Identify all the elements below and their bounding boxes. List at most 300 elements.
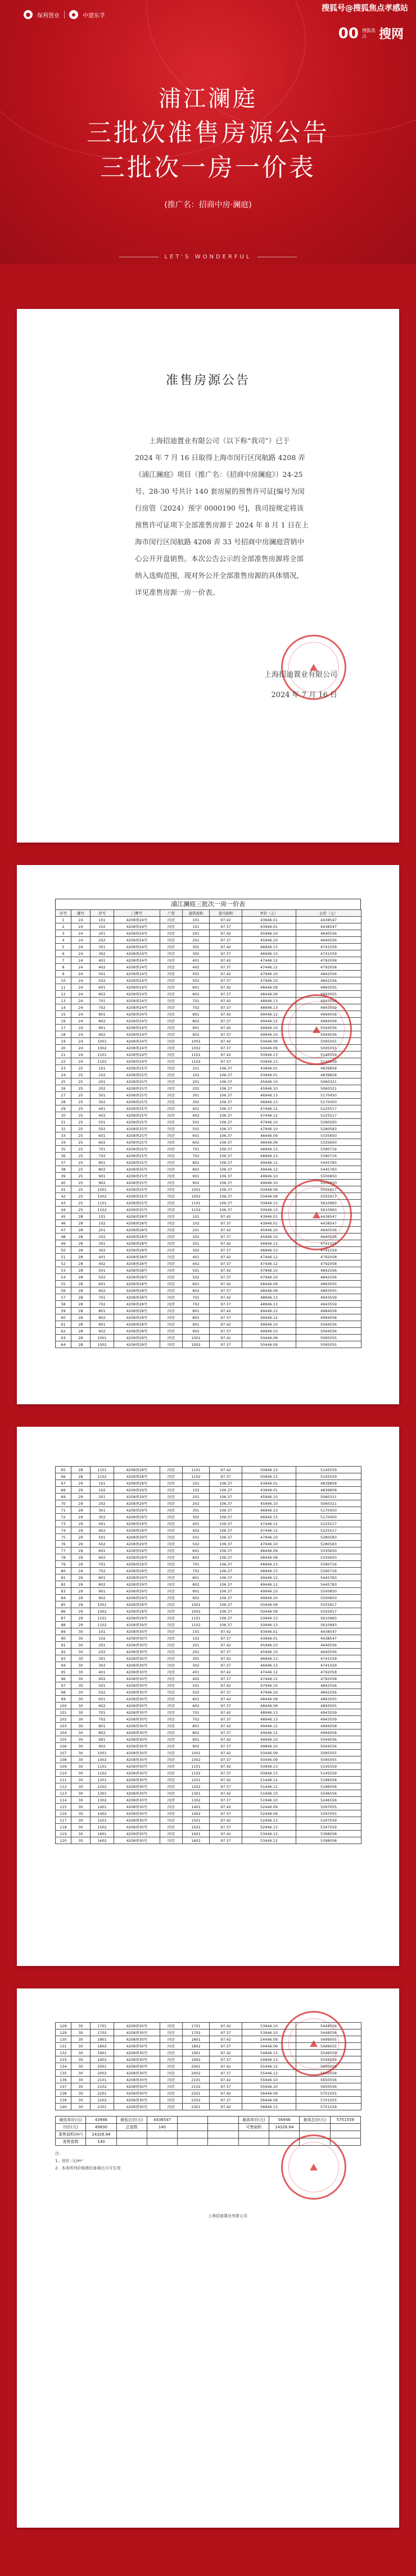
table-cell: 49446.12 <box>242 1166 296 1173</box>
table-cell: 1201 <box>91 1777 114 1783</box>
table-cell: 43946 <box>86 2117 116 2124</box>
table-cell: 48446.09 <box>242 991 296 998</box>
table-cell: 4208弄29号 <box>114 1541 160 1548</box>
table-cell: 四房 <box>160 1790 183 1797</box>
table-cell: 4208弄28号 <box>114 1335 160 1341</box>
table-cell: 37 <box>56 1159 71 1166</box>
table-cell: 802 <box>91 1581 114 1588</box>
table-cell: 30 <box>71 1628 91 1635</box>
table-cell: 30 <box>71 1777 91 1783</box>
table-cell: 24 <box>71 944 91 950</box>
table-cell: 601 <box>183 1281 210 1287</box>
table-cell: 1501 <box>91 1817 114 1824</box>
table-cell: 29 <box>71 1541 91 1548</box>
table-cell: 26 <box>56 1085 71 1092</box>
table-cell: 1002 <box>91 1608 114 1615</box>
table-cell: 402 <box>183 1527 210 1534</box>
table-cell: 四房 <box>160 2090 183 2097</box>
table-cell: 30 <box>71 1831 91 1837</box>
table-cell: 49946.10 <box>242 1173 296 1180</box>
table-cell: 28 <box>71 1267 91 1274</box>
table-footer-signature: 上海招迪置业有限公司 <box>208 2214 247 2218</box>
table-cell: 5500850 <box>296 1180 361 1186</box>
table-cell: 四房 <box>160 2056 183 2063</box>
table-cell: 48946.13 <box>242 1716 296 1723</box>
table-cell: 四房 <box>160 1588 183 1595</box>
table-cell: 801 <box>91 1011 114 1018</box>
table-cell: 29 <box>71 1507 91 1514</box>
table-cell: 30 <box>71 1817 91 1824</box>
table-cell: 1101 <box>91 1615 114 1622</box>
table-cell: 四房 <box>160 1635 183 1642</box>
table-cell: 4208弄25号 <box>114 1153 160 1159</box>
table-cell: 49446.12 <box>242 1308 296 1314</box>
table-cell: 49946.10 <box>242 1031 296 1038</box>
table-cell: 45 <box>56 1213 71 1220</box>
brand-sub: 搜狐焦点 <box>361 28 376 39</box>
table-cell: 97.42 <box>210 2036 242 2043</box>
table-cell: 106.37 <box>210 1112 242 1119</box>
table-cell: 4208弄30号 <box>114 2029 160 2036</box>
table-cell: 5347559 <box>296 1824 361 1831</box>
table-cell: 32 <box>56 1126 71 1132</box>
table-cell: 5225517 <box>296 1527 361 1534</box>
table-cell: 四房 <box>160 1574 183 1581</box>
table-cell: 5 <box>56 944 71 950</box>
table-cell: 25 <box>71 1173 91 1180</box>
table-cell: 97.37 <box>210 1703 242 1709</box>
table-row <box>56 1065 361 1072</box>
table-cell: 四房 <box>160 957 183 964</box>
table-cell: 5095055 <box>296 1750 361 1756</box>
table-cell: 29 <box>71 1521 91 1527</box>
table-cell: 25 <box>71 1126 91 1132</box>
table-cell: 50446.09 <box>242 1341 296 1348</box>
announcement-document <box>17 309 399 843</box>
table-cell: 802 <box>91 1314 114 1321</box>
table-cell: 5145559 <box>296 1052 361 1058</box>
table-cell: 97.37 <box>210 1328 242 1335</box>
table-cell: 4208弄28号 <box>114 1220 160 1227</box>
table-cell: 4208弄30号 <box>114 1696 160 1703</box>
table-cell: 83 <box>56 1588 71 1595</box>
table-cell: 4208弄29号 <box>114 1561 160 1568</box>
table-cell: 4208弄25号 <box>114 1146 160 1153</box>
table-cell: 4208弄29号 <box>114 1480 160 1487</box>
table-cell: 5095055 <box>296 1341 361 1348</box>
table-cell: 四房 <box>160 2050 183 2056</box>
table-row <box>56 1166 361 1173</box>
table-cell: 30 <box>71 1682 91 1689</box>
table-cell: 201 <box>183 1642 210 1649</box>
table-cell <box>116 2131 147 2138</box>
table-cell: 5196058 <box>296 1777 361 1783</box>
table-cell: 24 <box>71 1052 91 1058</box>
table-cell: 301 <box>183 1092 210 1099</box>
table-row <box>56 950 361 957</box>
table-cell: 4839858 <box>296 1480 361 1487</box>
table-cell: 30 <box>71 1756 91 1763</box>
table-cell: 56446.09 <box>242 2097 296 2104</box>
table-cell: 48946.13 <box>242 1153 296 1159</box>
table-cell: 56946.13 <box>242 2104 296 2110</box>
table-cell: 四房 <box>160 1487 183 1494</box>
table-cell: 30 <box>71 1750 91 1756</box>
table-cell: 4208弄28号 <box>114 1281 160 1287</box>
brand-logos <box>24 10 105 19</box>
table-cell: 4208弄25号 <box>114 1186 160 1193</box>
table-cell: 1501 <box>183 1817 210 1824</box>
table-cell: 30 <box>71 1723 91 1730</box>
table-cell: 5246556 <box>296 1790 361 1797</box>
table-cell: 51946.10 <box>242 1797 296 1804</box>
table-cell: 102 <box>91 923 114 930</box>
table-cell: 53446.12 <box>242 1831 296 1837</box>
table-cell: 四房 <box>160 2043 183 2050</box>
table-cell: 四房 <box>160 1723 183 1730</box>
table-cell: 52446.09 <box>242 1810 296 1817</box>
table-cell: 四房 <box>160 1220 183 1227</box>
table-cell: 702 <box>91 1301 114 1308</box>
table-cell: 1901 <box>183 2050 210 2056</box>
table-cell <box>208 2124 238 2131</box>
table-cell: 201 <box>91 1078 114 1085</box>
table-row <box>56 1561 361 1568</box>
table-cell: 5448556 <box>296 2029 361 2036</box>
table-cell: 1101 <box>183 1052 210 1058</box>
table-cell: 501 <box>183 1682 210 1689</box>
table-cell: 47446.12 <box>242 1669 296 1676</box>
table-cell: 84 <box>56 1595 71 1601</box>
table-cell: 4208弄30号 <box>114 2043 160 2050</box>
table-cell: 136 <box>56 2077 71 2083</box>
table-cell: 118 <box>56 1824 71 1831</box>
table-cell: 99 <box>56 1696 71 1703</box>
table-cell: 301 <box>91 944 114 950</box>
table-cell: 4839858 <box>296 1072 361 1078</box>
table-cell: 4208弄30号 <box>114 2097 160 2104</box>
table-cell: 4208弄30号 <box>114 2104 160 2110</box>
table-cell: 2102 <box>183 2083 210 2090</box>
table-cell: 四房 <box>160 1527 183 1534</box>
table-cell: 四房 <box>160 1601 183 1608</box>
table-cell: 25 <box>71 1180 91 1186</box>
table-cell: 106.37 <box>210 1588 242 1595</box>
table-cell: 106.37 <box>210 1146 242 1153</box>
table-cell: 47446.12 <box>242 957 296 964</box>
table-cell: 四房 <box>160 2063 183 2070</box>
table-cell: 49946.10 <box>242 1180 296 1186</box>
table-cell: 1101 <box>91 1763 114 1770</box>
table-cell: 97.37 <box>210 1031 242 1038</box>
table-cell: 49946.10 <box>242 1025 296 1031</box>
table-cell: 502 <box>183 1274 210 1281</box>
table-cell: 4208弄30号 <box>114 1824 160 1831</box>
table-cell: 2 <box>56 923 71 930</box>
table-cell: 501 <box>91 971 114 977</box>
table-cell: 80 <box>56 1568 71 1574</box>
table-cell: 25 <box>71 1099 91 1105</box>
table-cell: 402 <box>91 1527 114 1534</box>
table-cell: 四房 <box>160 991 183 998</box>
table-cell: 四房 <box>160 1696 183 1703</box>
table-cell: 5549559 <box>296 2056 361 2063</box>
table-cell: 四房 <box>160 2104 183 2110</box>
table-cell: 47446.12 <box>242 964 296 971</box>
table-row <box>56 1703 361 1709</box>
table-cell: 301 <box>91 1507 114 1514</box>
table-cell: 4208弄29号 <box>114 1581 160 1588</box>
table-cell: 1002 <box>91 1341 114 1348</box>
table-cell: 4792058 <box>296 1254 361 1260</box>
table-cell: 5499055 <box>296 2043 361 2050</box>
table-cell: 201 <box>91 1227 114 1234</box>
table-cell: 4792058 <box>296 957 361 964</box>
table-cell: 5280583 <box>296 1126 361 1132</box>
table-cell: 单价（元） <box>242 910 296 917</box>
table-cell: 1102 <box>183 1622 210 1628</box>
table-cell: 30 <box>71 2077 91 2083</box>
note-line: 1、房价 :元/m² <box>55 2159 83 2163</box>
table-cell: 4893055 <box>296 1703 361 1709</box>
table-cell: 702 <box>183 1153 210 1159</box>
table-cell: 30 <box>71 1743 91 1750</box>
table-cell: 106.37 <box>210 1139 242 1146</box>
table-row <box>56 1548 361 1554</box>
table-cell: 106.37 <box>210 1105 242 1112</box>
table-cell: 四房 <box>160 1548 183 1554</box>
table-cell: 4208弄30号 <box>114 1709 160 1716</box>
table-cell: 97.42 <box>210 1038 242 1045</box>
table-cell: 24 <box>71 1011 91 1018</box>
table-cell: 4208弄25号 <box>114 1119 160 1126</box>
table-cell: 97.42 <box>210 2090 242 2097</box>
table-cell: 52946.13 <box>242 1817 296 1824</box>
table-cell: 48946.13 <box>242 998 296 1004</box>
table-cell: 29 <box>71 1500 91 1507</box>
table-cell: 4208弄25号 <box>114 1085 160 1092</box>
table-row <box>56 1783 361 1790</box>
table-cell: 最高总价(元) <box>300 2117 330 2124</box>
table-cell: 四房 <box>160 1837 183 1844</box>
table-cell: 四房 <box>160 2083 183 2090</box>
table-cell: 25 <box>71 1132 91 1139</box>
table-cell: 402 <box>183 1676 210 1682</box>
table-cell: 54946.13 <box>242 2056 296 2063</box>
table-cell: 50 <box>56 1247 71 1254</box>
table-cell: 50946.13 <box>242 1763 296 1770</box>
table-cell: 四房 <box>160 1649 183 1655</box>
table-cell: 四房 <box>160 984 183 991</box>
table-cell: 4208弄28号 <box>114 1240 160 1247</box>
table-cell: 902 <box>183 1595 210 1601</box>
table-cell: 序号 <box>56 910 71 917</box>
table-cell: 5390716 <box>296 1568 361 1574</box>
table-cell: 4208弄24号 <box>114 937 160 944</box>
table-cell: 701 <box>183 1561 210 1568</box>
table-cell: 97.37 <box>210 1473 242 1480</box>
table-row <box>56 1092 361 1099</box>
table-cell: 97.37 <box>210 1635 242 1642</box>
table-cell: 5335650 <box>296 1139 361 1146</box>
table-cell: 901 <box>183 1173 210 1180</box>
table-cell: 48946.13 <box>242 1709 296 1716</box>
table-cell: 115 <box>56 1804 71 1810</box>
table-cell: 51946.10 <box>242 1790 296 1797</box>
table-cell: 801 <box>91 1159 114 1166</box>
slogan: LET'S WONDERFUL <box>0 254 416 260</box>
table-cell: 51446.12 <box>242 1777 296 1783</box>
table-row <box>56 1487 361 1494</box>
table-cell: 4208弄30号 <box>114 1730 160 1736</box>
table-cell: 四房 <box>160 930 183 937</box>
table-cell: 1302 <box>91 1797 114 1804</box>
table-cell: 97.42 <box>210 1011 242 1018</box>
table-cell: 30 <box>71 1824 91 1831</box>
table-cell: 5445783 <box>296 1574 361 1581</box>
table-row <box>56 1588 361 1595</box>
table-row <box>56 1723 361 1730</box>
table-cell: 102 <box>183 1635 210 1642</box>
table-cell: 92 <box>56 1649 71 1655</box>
table-cell: 4208弄30号 <box>114 1635 160 1642</box>
table-cell: 4208弄24号 <box>114 991 160 998</box>
table-cell: 30 <box>71 2029 91 2036</box>
table-cell: 28 <box>71 1287 91 1294</box>
table-cell: 4208弄29号 <box>114 1507 160 1514</box>
table-row <box>56 2117 361 2124</box>
table-cell: 24 <box>71 1038 91 1045</box>
table-cell: 97.37 <box>210 2029 242 2036</box>
table-cell: 4208弄30号 <box>114 1736 160 1743</box>
table-cell: 48446.09 <box>242 1703 296 1709</box>
table-cell: 97.37 <box>210 1837 242 1844</box>
table-cell: 55446.12 <box>242 2070 296 2077</box>
table-cell: 102 <box>56 1716 71 1723</box>
brand-logo-icon-2: ◆ <box>69 10 78 19</box>
table-cell: 106.37 <box>210 1574 242 1581</box>
table-cell: 47446.12 <box>242 1527 296 1534</box>
table-row <box>56 1467 361 1473</box>
table-row <box>56 1574 361 1581</box>
table-cell: 106.37 <box>210 1514 242 1521</box>
table-cell: 4741559 <box>296 1240 361 1247</box>
table-cell: 106.37 <box>210 1159 242 1166</box>
table-cell: 106.37 <box>210 1601 242 1608</box>
table-cell: 401 <box>91 957 114 964</box>
table-cell: 97.37 <box>210 1770 242 1777</box>
table-cell: 63 <box>56 1335 71 1341</box>
table-cell: 29 <box>71 1595 91 1601</box>
table-cell: 4208弄24号 <box>114 1025 160 1031</box>
table-cell: 502 <box>91 1126 114 1132</box>
table-row <box>56 1797 361 1804</box>
table-cell: 301 <box>183 1507 210 1514</box>
table-cell <box>269 2131 300 2138</box>
table-cell: 1002 <box>91 1193 114 1200</box>
table-cell: 48946.13 <box>242 1561 296 1568</box>
table-cell: 46 <box>56 1220 71 1227</box>
table-cell: 15 <box>56 1011 71 1018</box>
table-cell: 97.42 <box>210 1817 242 1824</box>
table-cell: 100 <box>56 1703 71 1709</box>
table-cell: 5499055 <box>296 2036 361 2043</box>
table-cell: 802 <box>183 1581 210 1588</box>
table-cell: 50446.09 <box>242 1756 296 1763</box>
table-cell: 97.37 <box>210 950 242 957</box>
table-cell: 101 <box>91 917 114 923</box>
table-cell: 106.37 <box>210 1132 242 1139</box>
table-row <box>56 1274 361 1281</box>
table-cell: 97.42 <box>210 1642 242 1649</box>
table-cell: 52446.09 <box>242 1804 296 1810</box>
table-cell: 4208弄25号 <box>114 1200 160 1207</box>
table-cell: 902 <box>183 1180 210 1186</box>
table-cell: 50946.13 <box>242 1052 296 1058</box>
table-cell: 29 <box>71 1514 91 1521</box>
table-cell: 4208弄30号 <box>114 1716 160 1723</box>
table-cell: 四房 <box>160 1642 183 1649</box>
table-cell: 四房 <box>160 1254 183 1260</box>
table-cell: 202 <box>183 1649 210 1655</box>
table-row <box>56 1139 361 1146</box>
table-cell: 4994058 <box>296 1730 361 1736</box>
table-cell: 30 <box>71 1642 91 1649</box>
table-cell: 301 <box>183 1240 210 1247</box>
table-wrap <box>55 899 361 1348</box>
table-cell: 四房 <box>160 1247 183 1254</box>
brand-name-1: 保利置业 <box>37 12 60 19</box>
table-cell: 4640556 <box>296 937 361 944</box>
table-cell: 601 <box>183 1132 210 1139</box>
table-cell: 4943559 <box>296 1301 361 1308</box>
table-cell: 97.42 <box>210 1736 242 1743</box>
table-cell: 1102 <box>91 1770 114 1777</box>
table-cell: 1001 <box>183 1186 210 1193</box>
table-cell: 89 <box>56 1628 71 1635</box>
table-cell: 4208弄30号 <box>114 1662 160 1669</box>
table-cell: 102 <box>91 1220 114 1227</box>
table-cell: 73 <box>56 1521 71 1527</box>
table-cell: 25 <box>71 1072 91 1078</box>
table-cell: 97.42 <box>210 930 242 937</box>
table-cell: 4208弄24号 <box>114 1018 160 1025</box>
table-row <box>56 1770 361 1777</box>
table-cell: 四房 <box>160 1595 183 1601</box>
table-cell: 802 <box>183 1018 210 1025</box>
table-cell: 101 <box>91 1213 114 1220</box>
table-cell: 30 <box>71 2097 91 2104</box>
table-cell: 48446.09 <box>242 1554 296 1561</box>
table-cell: 5751559 <box>330 2117 360 2124</box>
table-cell: 21 <box>56 1052 71 1058</box>
table-cell: 401 <box>91 1521 114 1527</box>
table-cell: 1002 <box>183 1193 210 1200</box>
table-cell: 34 <box>56 1139 71 1146</box>
table-cell: 1001 <box>91 1601 114 1608</box>
table-row <box>56 1308 361 1314</box>
table-cell: 702 <box>183 1716 210 1723</box>
table-cell: 97.42 <box>210 1335 242 1341</box>
table-cell: 75 <box>56 1534 71 1541</box>
table-cell: 户型 <box>160 910 183 917</box>
table-cell: 四房 <box>160 1494 183 1500</box>
table-cell: 25 <box>71 1153 91 1159</box>
table-cell: 97.37 <box>210 1649 242 1655</box>
table-cell: 4994058 <box>296 1011 361 1018</box>
company-seal-icon <box>281 1180 352 1250</box>
table-cell: 97.37 <box>210 991 242 998</box>
